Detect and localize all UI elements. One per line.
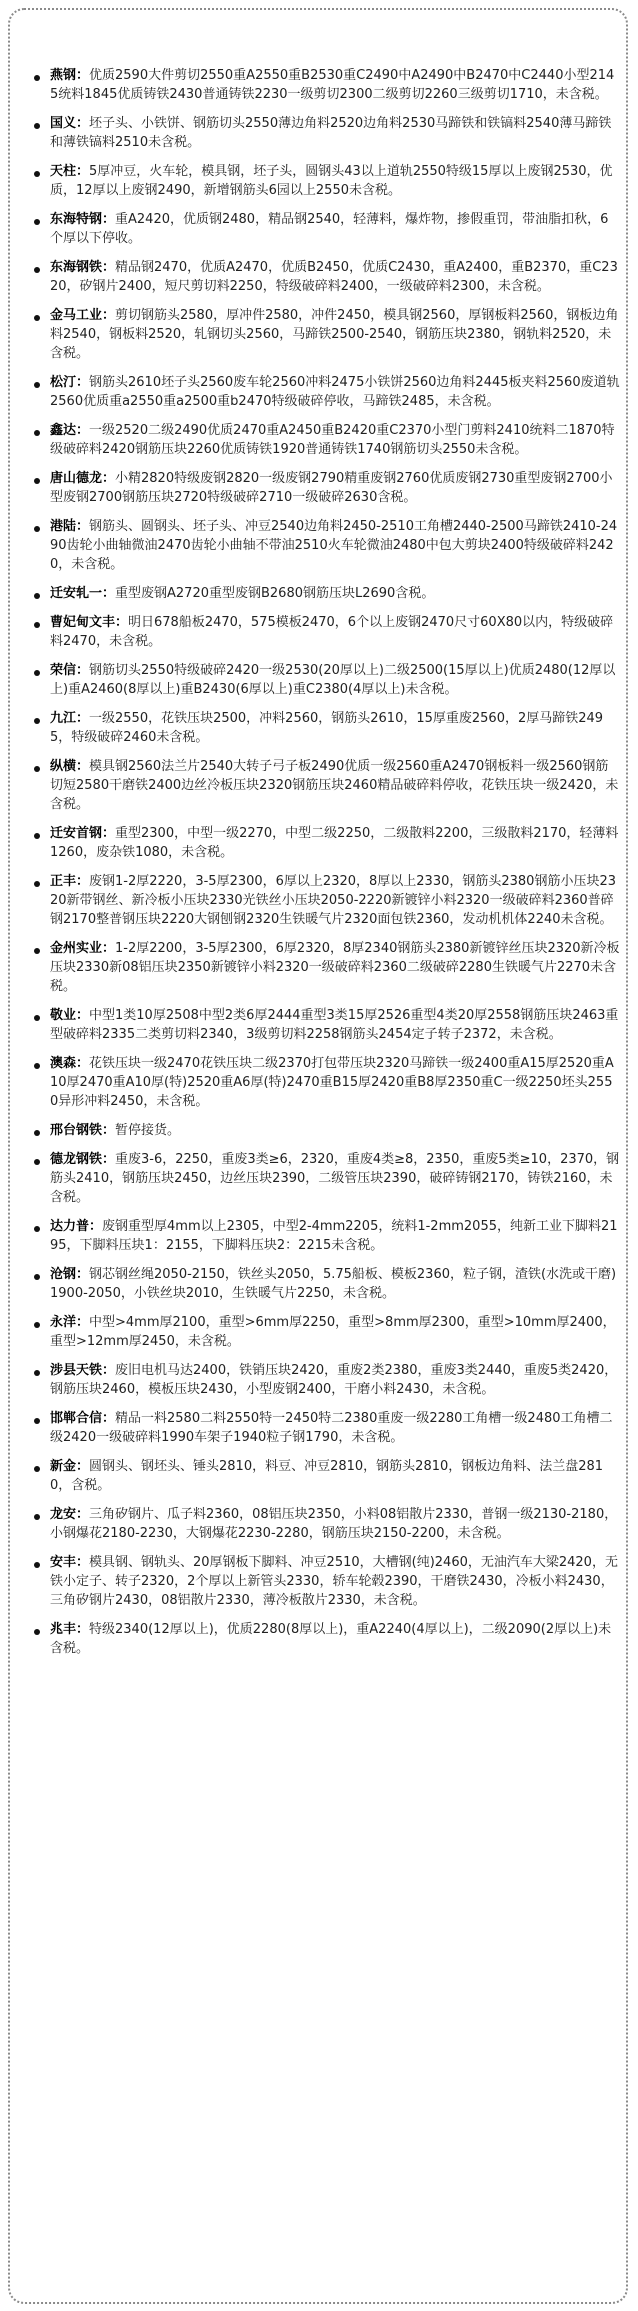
entry-text: [50, 1121, 620, 1140]
list-item: [32, 584, 620, 603]
bullet-icon: [34, 1466, 40, 1472]
company-name: 燕钢：: [50, 68, 90, 83]
entry-text: [50, 661, 620, 699]
bullet-icon: [34, 1418, 40, 1424]
price-list: [32, 66, 620, 1668]
bullet-icon: [34, 833, 40, 839]
list-item: [32, 1054, 620, 1111]
price-details: 一级2550，花铁压块2500，冲料2560，钢筋头2610，15厚重废2560，2厚马蹄铁2495，特级破碎2460未含税。: [50, 711, 604, 745]
entry-text: [50, 66, 620, 104]
price-details: 钢芯钢丝绳2050-2150，铁丝头2050，5.75船板、模板2360，粒子钢，渣铁(水洗或干磨)1900-2050，小铁丝块2010，生铁暖气片2250，未含税。: [50, 1267, 617, 1301]
list-item: [32, 421, 620, 459]
list-item: [32, 210, 620, 248]
company-name: 天柱：: [50, 164, 90, 179]
price-details: 模具钢2560法兰片2540大转子弓子板2490优质一级2560重A2470钢板料一级2560钢筋切短2580干磨铁2400边丝冷板压块2320钢筋压块2460精品破碎料停收，花铁压块一级2420，未含税。: [50, 759, 619, 812]
company-name: 正丰：: [50, 874, 90, 889]
list-item: [32, 1121, 620, 1140]
company-name: 鑫达：: [50, 423, 90, 438]
entry-text: [50, 872, 620, 929]
company-name: 迁安首钢：: [50, 826, 116, 841]
bullet-icon: [34, 315, 40, 321]
company-name: 兆丰：: [50, 1622, 90, 1637]
bullet-icon: [34, 1629, 40, 1635]
price-details: 三角矽钢片、瓜子料2360，08铝压块2350，小料08铝散片2330，普钢一级2130-2180，小钢爆花2180-2230，大钢爆花2230-2280，钢筋压块2150-2200，未含税。: [50, 1507, 618, 1541]
entry-text: [50, 469, 620, 507]
bullet-icon: [34, 718, 40, 724]
list-item: [32, 517, 620, 574]
company-name: 邢台钢铁：: [50, 1123, 116, 1138]
company-name: 国义：: [50, 116, 90, 131]
bullet-icon: [34, 593, 40, 599]
bullet-icon: [34, 1130, 40, 1136]
company-name: 安丰：: [50, 1555, 90, 1570]
entry-text: [50, 1265, 620, 1303]
bullet-icon: [34, 622, 40, 628]
company-name: 东海特钢：: [50, 212, 116, 227]
list-item: [32, 373, 620, 411]
company-name: 松汀：: [50, 375, 90, 390]
company-name: 涉县天铁：: [50, 1363, 116, 1378]
price-details: 中型1类10厚2508中型2类6厚2444重型3类15厚2526重型4类20厚2558钢筋压块2463重型破碎料2335二类剪切料2340，3级剪切料2258钢筋头2454定子转子2372，未含税。: [50, 1008, 619, 1042]
price-details: 废旧电机马达2400，铁销压块2420，重废2类2380，重废3类2440，重废5类2420，钢筋压块2460，模板压块2430，小型废钢2400，干磨小料2430，未含税。: [50, 1363, 618, 1397]
price-details: 重型2300，中型一级2270，中型二级2250，二级散料2200，三级散料2170，轻薄料1260，废杂铁1080，未含税。: [50, 826, 619, 860]
company-name: 澳森：: [50, 1056, 90, 1071]
price-details: 废钢1-2厚2220，3-5厚2300，6厚以上2320，8厚以上2330，钢筋头2380钢筋小压块2320新带钢丝、新冷板小压块2330光铁丝小压块2050-2220新镀锌小料2320一级破碎料2360普碎钢2170整普钢压块2220大钢刨钢2320生铁暖气片2320面包铁2360，发动机机体2240未含税。: [50, 874, 616, 927]
bullet-icon: [34, 382, 40, 388]
bullet-icon: [34, 430, 40, 436]
list-item: [32, 469, 620, 507]
company-name: 敬业：: [50, 1008, 90, 1023]
entry-text: [50, 162, 620, 200]
company-name: 金州实业：: [50, 941, 116, 956]
list-item: [32, 1006, 620, 1044]
list-item: [32, 939, 620, 996]
bullet-icon: [34, 670, 40, 676]
list-item: [32, 306, 620, 363]
list-item: [32, 1361, 620, 1399]
price-details: 1-2厚2200，3-5厚2300，6厚2320，8厚2340钢筋头2380新镀锌丝压块2320新冷板压块2330新08铝压块2350新镀锌小料2320一级破碎料2360二级破碎2280生铁暖气片2270未含税。: [50, 941, 620, 994]
entry-text: [50, 1457, 620, 1495]
bullet-icon: [34, 123, 40, 129]
list-item: [32, 114, 620, 152]
company-name: 永洋：: [50, 1315, 90, 1330]
list-item: [32, 1409, 620, 1447]
list-item: [32, 1620, 620, 1658]
entry-text: [50, 210, 620, 248]
price-details: 圆钢头、钢坯头、锤头2810，料豆、冲豆2810，钢筋头2810，钢板边角料、法兰盘2810，含税。: [50, 1459, 604, 1493]
company-name: 唐山德龙：: [50, 471, 116, 486]
entry-text: [50, 709, 620, 747]
company-name: 荣信：: [50, 663, 90, 678]
bullet-icon: [34, 948, 40, 954]
entry-text: [50, 517, 620, 574]
bullet-icon: [34, 526, 40, 532]
list-item: [32, 613, 620, 651]
list-item: [32, 872, 620, 929]
entry-text: [50, 757, 620, 814]
company-name: 金马工业：: [50, 308, 116, 323]
bullet-icon: [34, 1274, 40, 1280]
price-details: 钢筋切头2550特级破碎2420一级2530(20厚以上)二级2500(15厚以上)优质2480(12厚以上)重A2460(8厚以上)重B2430(6厚以上)重C2380(4厚以上)未含税。: [50, 663, 616, 697]
price-details: 5厚冲豆，火车轮，模具钢，坯子头，圆钢头43以上道轨2550特级15厚以上废钢2530，优质，12厚以上废钢2490，新增钢筋头6园以上2550未含税。: [50, 164, 613, 198]
entry-text: [50, 1217, 620, 1255]
list-item: [32, 757, 620, 814]
price-details: 重废3-6，2250，重废3类≥6，2320，重废4类≥8，2350，重废5类≥10，2370，钢筋头2410，钢筋压块2450，边丝压块2390，二级管压块2390，破碎铸钢2170，铸铁2160，未含税。: [50, 1152, 620, 1205]
bullet-icon: [34, 1159, 40, 1165]
bullet-icon: [34, 478, 40, 484]
bullet-icon: [34, 1370, 40, 1376]
company-name: 九江：: [50, 711, 90, 726]
bullet-icon: [34, 1015, 40, 1021]
bullet-icon: [34, 1322, 40, 1328]
bullet-icon: [34, 1226, 40, 1232]
entry-text: [50, 1054, 620, 1111]
entry-text: [50, 1409, 620, 1447]
price-details: 钢筋头、圆钢头、坯子头、冲豆2540边角料2450-2510工角槽2440-2500马蹄铁2410-2490齿轮小曲轴微油2470齿轮小曲轴不带油2510火车轮微油2480中包大剪块2400特级破碎料2420，未含税。: [50, 519, 618, 572]
price-details: 废钢重型厚4mm以上2305，中型2-4mm2205，统料1-2mm2055，纯新工业下脚料2195，下脚料压块1：2155，下脚料压块2：2215未含税。: [50, 1219, 618, 1253]
price-details: 模具钢、钢轨头、20厚钢板下脚料、冲豆2510，大槽钢(纯)2460，无油汽车大梁2420，无铁小定子、转子2320，2个厚以上新管头2330，轿车轮毂2390，干磨铁2430，冷板小料2430，三角矽钢片2430，08铝散片2330，薄冷板散片2330，未含税。: [50, 1555, 618, 1608]
price-details: 剪切钢筋头2580，厚冲件2580，冲件2450，模具钢2560，厚钢板料2560，钢板边角料2540，钢板料2520，轧钢切头2560，马蹄铁2500-2540，钢筋压块2380，钢轨料2520，未含税。: [50, 308, 619, 361]
bullet-icon: [34, 1514, 40, 1520]
list-item: [32, 258, 620, 296]
list-item: [32, 162, 620, 200]
list-item: [32, 1150, 620, 1207]
list-item: [32, 709, 620, 747]
entry-text: [50, 613, 620, 651]
entry-text: [50, 373, 620, 411]
entry-text: [50, 939, 620, 996]
list-item: [32, 1505, 620, 1543]
bullet-icon: [34, 75, 40, 81]
entry-text: [50, 584, 620, 603]
price-details: 重型废钢A2720重型废钢B2680钢筋压块L2690含税。: [115, 586, 435, 601]
company-name: 曹妃甸文丰：: [50, 615, 129, 630]
entry-text: [50, 1150, 620, 1207]
bullet-icon: [34, 267, 40, 273]
company-name: 达力普：: [50, 1219, 103, 1234]
list-item: [32, 661, 620, 699]
entry-text: [50, 1006, 620, 1044]
price-details: 优质2590大件剪切2550重A2550重B2530重C2490中A2490中B2470中C2440小型2145统料1845优质铸铁2430普通铸铁2230一级剪切2300二级剪切2260三级剪切1710，未含税。: [50, 68, 615, 102]
company-name: 新金：: [50, 1459, 90, 1474]
price-details: 重A2420，优质钢2480，精品钢2540，轻薄料，爆炸物，掺假重罚，带油脂扣秋，6个厚以下停收。: [50, 212, 609, 246]
entry-text: [50, 1505, 620, 1543]
company-name: 港陆：: [50, 519, 90, 534]
price-details: 精品一料2580二料2550特一2450特二2380重废一级2280工角槽一级2480工角槽二级2420一级破碎料1990车架子1940粒子钢1790，未含税。: [50, 1411, 613, 1445]
entry-text: [50, 306, 620, 363]
price-details: 精品钢2470，优质A2470，优质B2450，优质C2430，重A2400，重B2370，重C2320，矽钢片2400，短尺剪切料2250，特级破碎料2400，一级破碎料2300，未含税。: [50, 260, 618, 294]
entry-text: [50, 258, 620, 296]
entry-text: [50, 824, 620, 862]
bullet-icon: [34, 1063, 40, 1069]
list-item: [32, 824, 620, 862]
list-item: [32, 1457, 620, 1495]
entry-text: [50, 1313, 620, 1351]
price-details: 中型>4mm厚2100，重型>6mm厚2250，重型>8mm厚2300，重型>10mm厚2400，重型>12mm厚2450，未含税。: [50, 1315, 616, 1349]
company-name: 纵横：: [50, 759, 90, 774]
company-name: 龙安：: [50, 1507, 90, 1522]
company-name: 沧钢：: [50, 1267, 90, 1282]
company-name: 迁安轧一：: [50, 586, 116, 601]
company-name: 德龙钢铁：: [50, 1152, 116, 1167]
bullet-icon: [34, 766, 40, 772]
entry-text: [50, 1361, 620, 1399]
price-details: 花铁压块一级2470花铁压块二级2370打包带压块2320马蹄铁一级2400重A15厚2520重A10厚2470重A10厚(特)2520重A6厚(特)2470重B15厚2420重B8厚2350重C一级2250坯头2550异形冲料2450，未含税。: [50, 1056, 614, 1109]
bullet-icon: [34, 1562, 40, 1568]
company-name: 东海钢铁：: [50, 260, 116, 275]
entry-text: [50, 421, 620, 459]
bullet-icon: [34, 219, 40, 225]
price-details: 小精2820特级废钢2820一级废钢2790精重废钢2760优质废钢2730重型废钢2700小型废钢2700钢筋压块2720特级破碎2710一级破碎2630含税。: [50, 471, 613, 505]
list-item: [32, 1553, 620, 1610]
price-details: 明日678船板2470，575模板2470，6个以上废钢2470尺寸60X80以内，特级破碎料2470，未含税。: [50, 615, 614, 649]
price-details: 一级2520二级2490优质2470重A2450重B2420重C2370小型门剪料2410统料二1870特级破碎料2420钢筋压块2260优质铸铁1920普通铸铁1740钢筋切头2550未含税。: [50, 423, 615, 457]
list-item: [32, 1313, 620, 1351]
company-name: 邯郸合信：: [50, 1411, 116, 1426]
entry-text: [50, 1620, 620, 1658]
entry-text: [50, 1553, 620, 1610]
list-item: [32, 1217, 620, 1255]
list-item: [32, 1265, 620, 1303]
bullet-icon: [34, 171, 40, 177]
content-frame: [8, 8, 628, 2304]
price-details: 坯子头、小铁饼、钢筋切头2550薄边角料2520边角料2530马蹄铁和铁镐料2540薄马蹄铁和薄铁镐料2510未含税。: [50, 116, 612, 150]
list-item: [32, 66, 620, 104]
entry-text: [50, 114, 620, 152]
price-details: 钢筋头2610坯子头2560废车轮2560冲料2475小铁饼2560边角料2445板夹料2560废道轨2560优质重a2550重a2500重b2470特级破碎停收，马蹄铁2485，未含税。: [50, 375, 620, 409]
price-details: 特级2340(12厚以上)，优质2280(8厚以上)，重A2240(4厚以上)，二级2090(2厚以上)未含税。: [50, 1622, 612, 1656]
price-details: 暂停接货。: [115, 1123, 181, 1138]
bullet-icon: [34, 881, 40, 887]
